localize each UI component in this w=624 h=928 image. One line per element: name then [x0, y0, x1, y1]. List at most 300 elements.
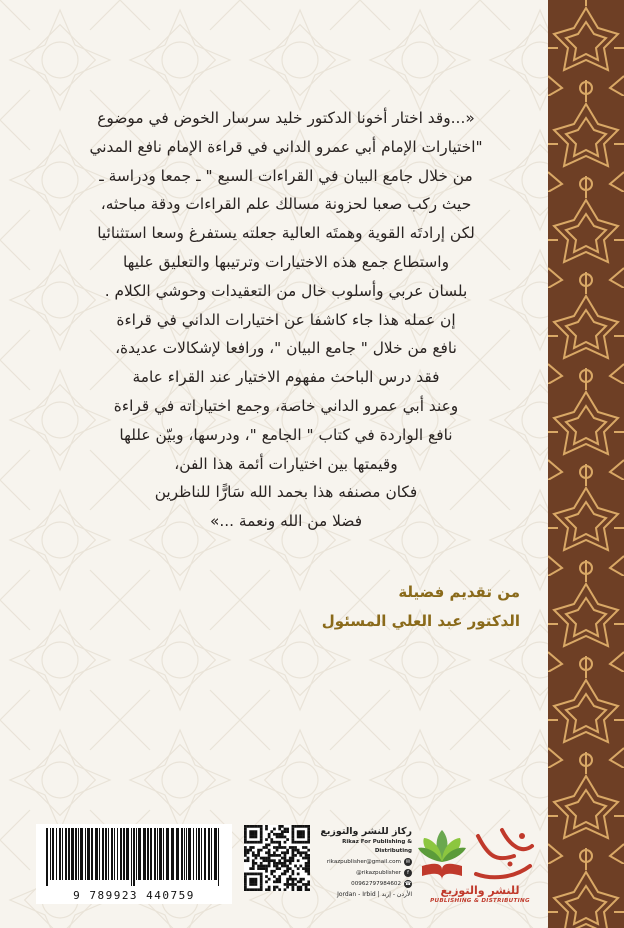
- isbn-number: 9 789923 440759: [73, 889, 195, 902]
- qr-module: [260, 862, 263, 865]
- qr-module: [273, 833, 276, 836]
- qr-module: [292, 870, 295, 873]
- barcode-bar: [85, 828, 86, 880]
- qr-module: [252, 851, 255, 854]
- qr-module: [294, 854, 297, 857]
- qr-module: [244, 828, 247, 831]
- qr-module: [278, 875, 281, 878]
- barcode-bar: [188, 828, 191, 880]
- qr-module: [255, 878, 258, 881]
- qr-module: [260, 888, 263, 891]
- qr-module: [297, 833, 300, 836]
- qr-module: [294, 883, 297, 886]
- isbn-barcode: [36, 824, 232, 904]
- foreword-credit: [200, 578, 520, 636]
- text-line: إن عمله هذا جاء كاشفا عن اختيارات الداني في قراءة: [116, 310, 456, 329]
- qr-module: [307, 865, 310, 868]
- qr-module: [262, 867, 265, 870]
- qr-module: [244, 878, 247, 881]
- qr-module: [278, 880, 281, 883]
- qr-module: [257, 873, 260, 876]
- qr-module: [278, 836, 281, 839]
- logo-arabic-tagline: للنشر والتوزيع: [440, 884, 520, 897]
- qr-module: [252, 859, 255, 862]
- qr-module: [278, 867, 281, 870]
- qr-module: [305, 886, 308, 889]
- qr-module: [281, 857, 284, 860]
- qr-module: [276, 854, 279, 857]
- qr-module: [286, 880, 289, 883]
- qr-module: [281, 846, 284, 849]
- qr-module: [299, 833, 302, 836]
- text-line: وعند أبي عمرو الداني خاصة، وجمع اختياراته في قراءة: [113, 396, 459, 415]
- publisher-name-arabic: ركاز للنشر والتوزيع: [320, 826, 412, 837]
- qr-module: [255, 854, 258, 857]
- qr-module: [302, 836, 305, 839]
- qr-module: [286, 867, 289, 870]
- publisher-contact-block: [318, 826, 412, 898]
- publisher-name-english: Rikaz For Publishing & Distributing: [342, 839, 412, 854]
- qr-module: [265, 851, 268, 854]
- location-text: Jordan - Irbid | الأردن - إربد: [337, 891, 412, 898]
- qr-module: [265, 859, 268, 862]
- qr-module: [302, 878, 305, 881]
- qr-module: [276, 878, 279, 881]
- qr-module: [247, 841, 250, 844]
- text-line: فكان مصنفه هذا بحمد الله سَارًّا للناظرين: [154, 483, 418, 502]
- qr-module: [249, 833, 252, 836]
- qr-module: [255, 836, 258, 839]
- qr-module: [273, 854, 276, 857]
- qr-module: [297, 859, 300, 862]
- qr-module: [257, 888, 260, 891]
- text-line: واستطاع جمع هذه الاختيارات وترتيبها والتعليق عليها: [122, 252, 449, 271]
- qr-module: [249, 849, 252, 852]
- qr-module: [297, 873, 300, 876]
- credit-intro: من تقديم فضيلة: [398, 583, 520, 601]
- qr-module: [260, 828, 263, 831]
- qr-module: [273, 875, 276, 878]
- qr-module: [299, 841, 302, 844]
- barcode-bar: [214, 828, 217, 880]
- qr-module: [281, 862, 284, 865]
- qr-module: [286, 830, 289, 833]
- barcode-bar: [208, 828, 210, 880]
- qr-module: [294, 846, 297, 849]
- qr-module: [262, 865, 265, 868]
- qr-module: [307, 862, 310, 865]
- qr-module: [270, 873, 273, 876]
- qr-module: [284, 854, 287, 857]
- email-row: [318, 856, 412, 867]
- barcode-bar: [176, 828, 179, 880]
- qr-module: [268, 865, 271, 868]
- qr-module: [244, 859, 247, 862]
- qr-module: [284, 888, 287, 891]
- qr-module: [292, 878, 295, 881]
- credit-author: الدكتور عبد العلي المسئول: [321, 612, 520, 630]
- qr-module: [244, 851, 247, 854]
- qr-module: [247, 888, 250, 891]
- qr-module: [305, 854, 308, 857]
- qr-module: [244, 875, 247, 878]
- barcode-bar: [111, 828, 113, 880]
- qr-module: [260, 867, 263, 870]
- lotus-leaves-icon: [418, 830, 466, 862]
- qr-module: [305, 851, 308, 854]
- qr-module: [265, 838, 268, 841]
- phone-icon: ☎: [404, 880, 412, 887]
- qr-module: [247, 849, 250, 852]
- qr-module: [278, 825, 281, 828]
- barcode-bars: [44, 828, 224, 886]
- qr-module: [252, 841, 255, 844]
- qr-module: [244, 886, 247, 889]
- qr-module: [294, 865, 297, 868]
- text-line: نافع من خلال " جامع البيان "، ورافعا لإشكالات عديدة،: [115, 339, 457, 358]
- qr-module: [252, 854, 255, 857]
- qr-module: [268, 857, 271, 860]
- qr-module: [273, 886, 276, 889]
- barcode-bar: [150, 828, 152, 880]
- barcode-bar: [117, 828, 118, 880]
- qr-module: [284, 846, 287, 849]
- barcode-bar: [59, 828, 61, 880]
- qr-module: [307, 833, 310, 836]
- qr-module: [307, 888, 310, 891]
- qr-module: [292, 886, 295, 889]
- barcode-bar: [87, 828, 90, 880]
- ornamental-border-strip: [548, 0, 624, 928]
- qr-module: [278, 846, 281, 849]
- qr-module: [307, 825, 310, 828]
- qr-module: [281, 873, 284, 876]
- qr-module: [260, 849, 263, 852]
- qr-module: [302, 833, 305, 836]
- qr-module: [268, 849, 271, 852]
- qr-module: [297, 886, 300, 889]
- qr-module: [305, 841, 308, 844]
- qr-module: [284, 836, 287, 839]
- text-line: حيث ركب صعبا لحزونة مسالك علم القراءات ودقة مباحثه،: [100, 195, 472, 214]
- qr-module: [265, 880, 268, 883]
- qr-module: [299, 878, 302, 881]
- qr-module: [302, 857, 305, 860]
- qr-module: [284, 851, 287, 854]
- qr-module: [286, 870, 289, 873]
- qr-module: [284, 865, 287, 868]
- open-book-icon: [422, 864, 462, 880]
- qr-module: [305, 846, 308, 849]
- qr-module: [270, 870, 273, 873]
- qr-module: [265, 865, 268, 868]
- qr-module: [252, 888, 255, 891]
- barcode-bar: [143, 828, 146, 880]
- qr-module: [299, 880, 302, 883]
- qr-module: [260, 825, 263, 828]
- barcode-bar: [218, 828, 219, 886]
- qr-module: [297, 880, 300, 883]
- qr-module: [276, 841, 279, 844]
- barcode-bar: [62, 828, 63, 880]
- barcode-bar: [99, 828, 100, 880]
- qr-module: [305, 857, 308, 860]
- qr-module: [299, 836, 302, 839]
- qr-module: [244, 888, 247, 891]
- barcode-bar: [52, 828, 54, 880]
- qr-module: [257, 851, 260, 854]
- barcode-bar: [181, 828, 183, 880]
- qr-module: [252, 883, 255, 886]
- qr-module: [276, 833, 279, 836]
- qr-module: [307, 838, 310, 841]
- qr-module: [281, 830, 284, 833]
- logo-calligraphy: [476, 830, 532, 877]
- qr-module: [257, 849, 260, 852]
- phone-number: 00962797984602: [351, 880, 401, 887]
- qr-module: [284, 883, 287, 886]
- qr-module: [299, 830, 302, 833]
- qr-module: [273, 859, 276, 862]
- qr-module: [252, 865, 255, 868]
- barcode-bar: [65, 828, 67, 880]
- qr-module: [260, 836, 263, 839]
- barcode-bar: [68, 828, 70, 880]
- qr-module: [292, 857, 295, 860]
- qr-module: [270, 854, 273, 857]
- qr-module: [292, 873, 295, 876]
- qr-module: [305, 862, 308, 865]
- qr-module: [299, 886, 302, 889]
- social-handle: @rikazpublisher: [356, 869, 401, 876]
- qr-module: [268, 878, 271, 881]
- barcode-bar: [46, 828, 48, 886]
- text-line: من خلال جامع البيان في القراءات السبع " ـ جمعا ودراسة ـ: [99, 166, 473, 185]
- barcode-bar: [204, 828, 206, 880]
- qr-module: [260, 833, 263, 836]
- qr-module: [307, 854, 310, 857]
- qr-module: [249, 846, 252, 849]
- qr-module: [252, 862, 255, 865]
- qr-module: [268, 854, 271, 857]
- qr-module: [286, 851, 289, 854]
- qr-module: [284, 830, 287, 833]
- qr-module: [305, 865, 308, 868]
- qr-module: [281, 825, 284, 828]
- qr-module: [244, 849, 247, 852]
- text-line: "اختيارات الإمام أبي عمرو الداني في قراءة الإمام نافع المدني: [89, 137, 483, 156]
- qr-module: [244, 880, 247, 883]
- qr-module: [286, 865, 289, 868]
- qr-module: [278, 862, 281, 865]
- barcode-bar: [196, 828, 197, 880]
- barcode-bar: [136, 828, 137, 880]
- qr-module: [249, 873, 252, 876]
- qr-module: [265, 843, 268, 846]
- qr-module: [244, 873, 247, 876]
- text-line: نافع الواردة في كتاب " الجامع "، ودرسها، وبيّن عللها: [119, 425, 453, 444]
- barcode-bar: [131, 828, 132, 886]
- qr-module: [278, 854, 281, 857]
- qr-module: [292, 883, 295, 886]
- qr-module: [265, 825, 268, 828]
- text-line: لكن إرادتَه القوية وهمتَه العالية جعلته يستفرغ وسعا استثنائيا: [97, 224, 475, 243]
- qr-module: [276, 846, 279, 849]
- qr-module: [260, 841, 263, 844]
- qr-module: [278, 843, 281, 846]
- qr-module: [307, 867, 310, 870]
- qr-module: [260, 873, 263, 876]
- qr-module: [307, 870, 310, 873]
- qr-module: [249, 883, 252, 886]
- qr-module: [299, 851, 302, 854]
- qr-module: [284, 873, 287, 876]
- qr-module: [284, 859, 287, 862]
- qr-module: [268, 859, 271, 862]
- qr-module: [268, 888, 271, 891]
- text-line: وقيمتها بين اختيارات أئمة هذا الفن،: [174, 454, 398, 473]
- qr-module: [270, 830, 273, 833]
- qr-module: [307, 836, 310, 839]
- qr-module: [286, 849, 289, 852]
- qr-module: [268, 836, 271, 839]
- barcode-bar: [193, 828, 194, 880]
- qr-module: [255, 888, 258, 891]
- qr-module: [260, 857, 263, 860]
- qr-module: [273, 870, 276, 873]
- qr-module: [247, 859, 250, 862]
- qr-module: [257, 867, 260, 870]
- qr-module: [297, 836, 300, 839]
- qr-module: [292, 849, 295, 852]
- qr-module: [252, 836, 255, 839]
- qr-module: [292, 828, 295, 831]
- qr-module: [268, 843, 271, 846]
- barcode-bar: [157, 828, 158, 880]
- qr-module: [273, 888, 276, 891]
- qr-module: [270, 838, 273, 841]
- qr-module: [302, 846, 305, 849]
- barcode-bar: [211, 828, 212, 880]
- qr-module: [286, 886, 289, 889]
- qr-module: [270, 841, 273, 844]
- qr-module: [302, 825, 305, 828]
- qr-module: [297, 825, 300, 828]
- qr-module: [292, 854, 295, 857]
- qr-module: [297, 851, 300, 854]
- qr-module: [244, 825, 247, 828]
- qr-module: [255, 830, 258, 833]
- qr-module: [292, 841, 295, 844]
- qr-module: [278, 833, 281, 836]
- qr-module: [292, 880, 295, 883]
- qr-module: [294, 878, 297, 881]
- barcode-bar: [120, 828, 122, 880]
- barcode-bar: [75, 828, 77, 880]
- qr-module: [252, 846, 255, 849]
- qr-module: [244, 833, 247, 836]
- qr-module: [255, 862, 258, 865]
- qr-module: [276, 867, 279, 870]
- qr-module: [289, 846, 292, 849]
- qr-module: [262, 857, 265, 860]
- qr-module: [276, 886, 279, 889]
- qr-module: [247, 873, 250, 876]
- qr-module: [278, 888, 281, 891]
- barcode-bar: [184, 828, 185, 880]
- barcode-bar: [95, 828, 98, 880]
- qr-module: [294, 825, 297, 828]
- qr-module: [289, 867, 292, 870]
- qr-module: [265, 828, 268, 831]
- qr-module: [262, 859, 265, 862]
- qr-module: [284, 870, 287, 873]
- qr-module: [265, 870, 268, 873]
- qr-module: [276, 865, 279, 868]
- barcode-bar: [114, 828, 115, 880]
- endorsement-text: [50, 104, 522, 536]
- qr-module: [260, 880, 263, 883]
- barcode-bar: [126, 828, 129, 880]
- barcode-bar: [108, 828, 109, 880]
- qr-module: [284, 862, 287, 865]
- qr-module: [292, 888, 295, 891]
- qr-module: [292, 825, 295, 828]
- barcode-bar: [102, 828, 104, 880]
- qr-module: [257, 865, 260, 868]
- qr-module: [289, 878, 292, 881]
- qr-module: [260, 886, 263, 889]
- qr-code: [244, 825, 310, 891]
- qr-module: [276, 836, 279, 839]
- qr-module: [289, 859, 292, 862]
- qr-module: [255, 833, 258, 836]
- qr-module: [252, 825, 255, 828]
- qr-module: [260, 838, 263, 841]
- qr-module: [249, 880, 252, 883]
- qr-module: [252, 878, 255, 881]
- qr-module: [257, 825, 260, 828]
- qr-module: [292, 833, 295, 836]
- phone-row: [318, 878, 412, 889]
- qr-module: [260, 883, 263, 886]
- barcode-bar: [133, 828, 135, 886]
- qr-module: [284, 828, 287, 831]
- qr-module: [299, 825, 302, 828]
- qr-module: [305, 883, 308, 886]
- qr-module: [292, 830, 295, 833]
- barcode-bar: [159, 828, 162, 880]
- qr-module: [268, 886, 271, 889]
- barcode-bar: [147, 828, 149, 880]
- qr-module: [255, 873, 258, 876]
- qr-module: [265, 875, 268, 878]
- qr-module: [286, 883, 289, 886]
- qr-module: [292, 836, 295, 839]
- qr-module: [286, 828, 289, 831]
- email-text: rikazpublisher@gmail.com: [326, 858, 401, 865]
- qr-module: [265, 888, 268, 891]
- qr-module: [265, 867, 268, 870]
- qr-module: [260, 865, 263, 868]
- qr-module: [294, 841, 297, 844]
- qr-module: [307, 883, 310, 886]
- text-line: «...وقد اختار أخونا الدكتور خليد سرسار الخوض في موضوع: [97, 109, 475, 127]
- qr-module: [278, 841, 281, 844]
- text-line: بلسان عربي وأسلوب خال من التعقيدات وحوشي الكلام .: [104, 281, 468, 300]
- qr-module: [292, 838, 295, 841]
- qr-module: [247, 857, 250, 860]
